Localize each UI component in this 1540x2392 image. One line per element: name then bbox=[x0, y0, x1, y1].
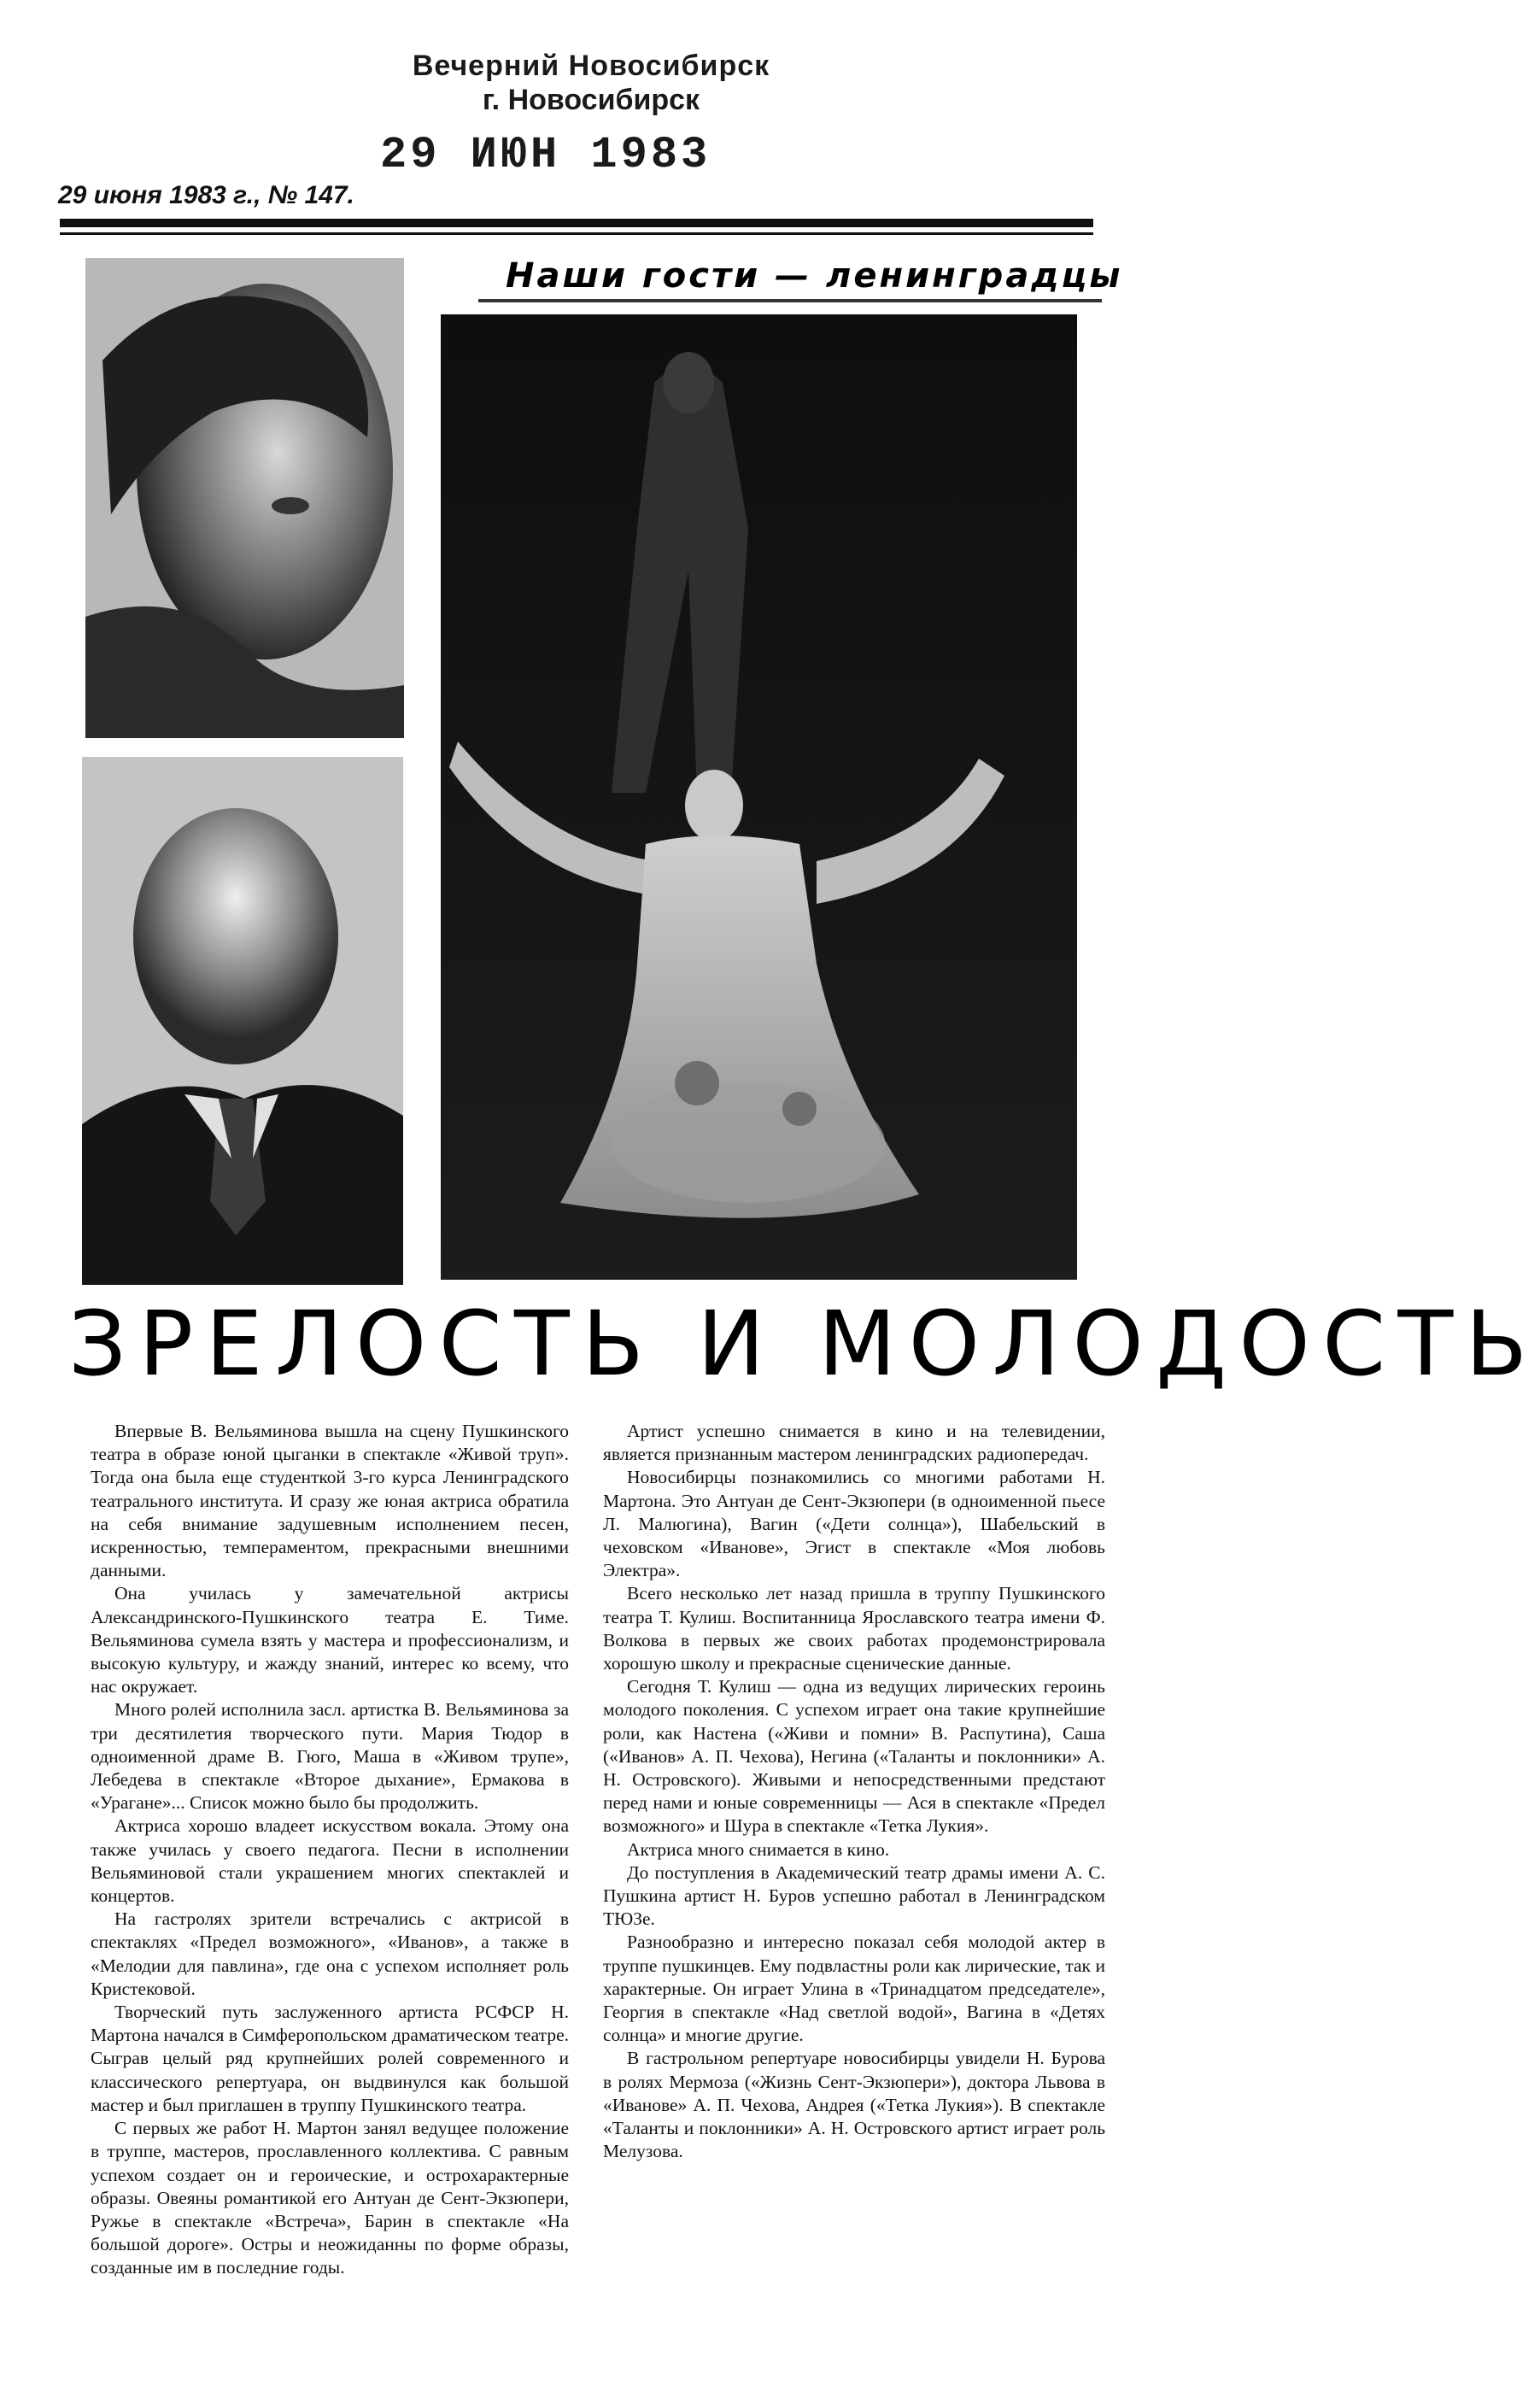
masthead-rule-thin bbox=[60, 232, 1093, 235]
paragraph: Впервые В. Вельяминова вышла на сцену Пушкинского театра в образе юной цыганки в спектакле «Живой труп». Тогда она была еще студенткой 3-го курса Ленинградского театрального института. И сразу же юная актриса обратила на себя внимание задушевным исполнением песен, искренностью, темпераментом, прекрасными внешними данными. bbox=[91, 1421, 569, 1581]
portrait-actor-photo bbox=[82, 757, 403, 1285]
paragraph: Актриса много снимается в кино. bbox=[627, 1838, 890, 1860]
article-headline: ЗРЕЛОСТЬ И МОЛОДОСТЬ bbox=[68, 1292, 1540, 1396]
paragraph: В гастрольном репертуаре новосибирцы увидели Н. Бурова в ролях Мермоза («Жизнь Сент-Экзюпери»), доктора Львова в «Иванове» А. П. Чехова, Андрея («Тетка Лукия»). В спектакле «Таланты и поклонники» А. Н. Островского артист играет роль Мелузова. bbox=[603, 2048, 1105, 2162]
paragraph: Творческий путь заслуженного артиста РСФСР Н. Мартона начался в Симферопольском драматическом театре. Сыграв целый ряд крупнейших ролей современного и классического репертуара, он выдвинулся как большой мастер и был приглашен в труппу Пушкинского театра. bbox=[91, 2002, 569, 2115]
rubric-title: Наши гости — ленинградцы bbox=[506, 256, 1123, 296]
paragraph: Разнообразно и интересно показал себя молодой актер в труппе пушкинцев. Ему подвластны роли как лирические, так и характерные. Он играет Улина в «Тринадцатом председателе», Георгия в спектакле «Над светлой водой», Вагина в «Детях солнца» и многие другие. bbox=[603, 1932, 1105, 2046]
paragraph: Сегодня Т. Кулиш — одна из ведущих лирических героинь молодого поколения. С успехом играет она такие крупнейшие роли, как Настена («Живи и помни» В. Распутина), Саша («Иванов» А. П. Чехова), Негина («Таланты и поклонники» А. Н. Островского). Живыми и непосредственными предстают перед нами и юные современницы — Ася в спектакле «Предел возможного» и Шура в спектакле «Тетка Лукия». bbox=[603, 1676, 1105, 1837]
paragraph: С первых же работ Н. Мартон занял ведущее положение в труппе, мастеров, прославленного коллектива. С равным успехом создает он и героические, и острохарактерные образы. Овеяны романтикой его Антуан де Сент-Экзюпери, Ружье в спектакле «Встреча», Барин в спектакле «На большой дороге». Остры и неожиданны по форме образы, созданные им в последние годы. bbox=[91, 2118, 569, 2278]
clipping-stamp-city: г. Новосибирск bbox=[482, 84, 700, 116]
article-column-2 bbox=[603, 1420, 1105, 2164]
stage-scene-photo bbox=[441, 314, 1077, 1280]
masthead-rule bbox=[60, 219, 1093, 227]
issue-line: 29 июня 1983 г., № 147. bbox=[58, 181, 354, 209]
paragraph: Новосибирцы познакомились со многими работами Н. Мартона. Это Антуан де Сент-Экзюпери (в одноименной пьесе Л. Малюгина), Вагин («Дети солнца»), Шабельский в чеховском «Иванове», Эгист в спектакле «Моя любовь Электра». bbox=[603, 1467, 1105, 1581]
article-column-1 bbox=[91, 1420, 569, 2280]
paragraph: Всего несколько лет назад пришла в труппу Пушкинского театра Т. Кулиш. Воспитанница Ярославского театра имени Ф. Волкова в первых же своих работах продемонстрировала хорошую школу и прекрасные сценические данные. bbox=[603, 1583, 1105, 1674]
paragraph: Актриса хорошо владеет искусством вокала. Этому она также училась у своего педагога. Песни в исполнении Вельяминовой стали украшением многих спектаклей и концертов. bbox=[91, 1815, 569, 1907]
paragraph: Много ролей исполнила засл. артистка В. Вельяминова за три десятилетия творческого пути. Мария Тюдор в одноименной драме В. Гюго, Маша в «Живом трупе», Лебедева в спектакле «Второе дыхание», Ермакова в «Урагане»... Список можно было бы продолжить. bbox=[91, 1699, 569, 1814]
clipping-stamp-date: 29 ИЮН 1983 bbox=[380, 130, 711, 180]
paragraph: На гастролях зрители встречались с актрисой в спектаклях «Предел возможного», «Иванов», а также в «Мелодии для павлина», где она с успехом исполняет роль Кристековой. bbox=[91, 1908, 569, 1999]
paragraph: Артист успешно снимается в кино и на телевидении, является признанным мастером ленинградских радиопередач. bbox=[603, 1421, 1105, 1465]
portrait-actress-photo bbox=[85, 258, 404, 738]
rubric-bar bbox=[478, 299, 1102, 302]
paragraph: До поступления в Академический театр драмы имени А. С. Пушкина артист Н. Буров успешно работал в Ленинградском ТЮЗе. bbox=[603, 1861, 1105, 1930]
clipping-stamp-newspaper: Вечерний Новосибирск bbox=[412, 50, 770, 82]
paragraph: Она училась у замечательной актрисы Александринского-Пушкинского театра Е. Тиме. Вельяминова сумела взять у мастера и профессионализм, и высокую культуру, и жажду знаний, интерес ко всему, что нас окружает. bbox=[91, 1583, 569, 1697]
